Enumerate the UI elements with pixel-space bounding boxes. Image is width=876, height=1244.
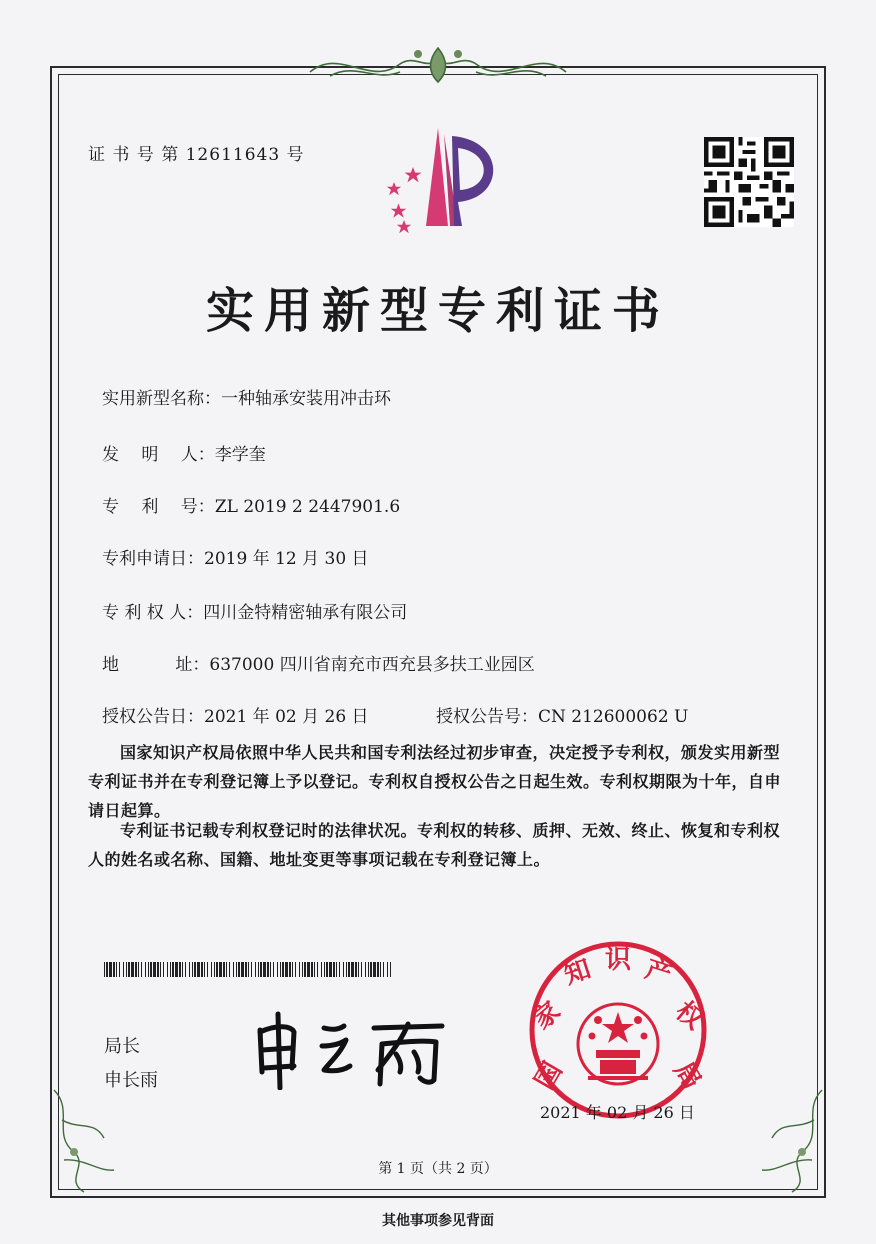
utility-model-name-label: 实用新型名称：	[102, 389, 221, 409]
director-signature	[252, 1010, 452, 1090]
grant-date-label: 授权公告日：	[102, 707, 204, 727]
page-number: 第 1 页（共 2 页）	[378, 1161, 498, 1177]
application-date-value: 2019 年 12 月 30 日	[204, 549, 369, 569]
svg-text:国: 国	[529, 1057, 569, 1095]
svg-text:识: 识	[604, 945, 632, 975]
grant-number-value: CN 212600062 U	[538, 707, 689, 727]
top-ornament	[300, 42, 576, 92]
patentee-row	[102, 598, 407, 623]
grant-number-row	[436, 702, 688, 727]
address-label: 地 址：	[102, 655, 210, 675]
signatory-name: 申长雨	[104, 1070, 158, 1091]
patent-number-label: 专 利 号：	[102, 497, 215, 517]
bottom-left-ornament	[44, 1080, 134, 1200]
application-date-row	[102, 544, 369, 569]
inventor-value: 李学奎	[214, 445, 266, 465]
patent-number-row	[102, 492, 400, 517]
utility-model-name-row	[102, 384, 391, 409]
application-date-label: 专利申请日：	[102, 549, 204, 569]
certificate-title: 实用新型专利证书	[205, 283, 670, 339]
svg-text:权: 权	[669, 996, 709, 1036]
patentee-label: 专 利 权 人：	[102, 603, 204, 623]
address-value: 637000 四川省南充市西充县多扶工业园区	[209, 655, 535, 675]
inventor-label: 发 明 人：	[102, 445, 215, 465]
svg-text:局: 局	[667, 1057, 707, 1095]
svg-text:知: 知	[560, 954, 595, 991]
grant-number-label: 授权公告号：	[436, 707, 538, 727]
patent-number-value: ZL 2019 2 2447901.6	[214, 497, 401, 517]
svg-text:产: 产	[641, 954, 676, 991]
qr-code	[704, 137, 794, 227]
utility-model-name-value: 一种轴承安装用冲击环	[221, 389, 391, 409]
inventor-row	[102, 440, 266, 465]
svg-text:家: 家	[527, 996, 567, 1036]
patentee-value: 四川金特精密轴承有限公司	[203, 603, 408, 623]
cnipa-logo	[366, 126, 516, 236]
seal-date: 2021 年 02 月 26 日	[540, 1103, 695, 1122]
barcode	[104, 962, 394, 977]
legal-paragraph-1: 国家知识产权局依照中华人民共和国专利法经过初步审查，决定授予专利权，颁发实用新型专利证书并在专利登记簿上予以登记。专利权自授权公告之日起生效。专利权期限为十年，自申请日起算。	[88, 743, 782, 820]
legal-paragraph-2: 专利证书记载专利权登记时的法律状况。专利权的转移、质押、无效、终止、恢复和专利权人的姓名或名称、国籍、地址变更等事项记载在专利登记簿上。	[88, 821, 781, 869]
bottom-right-ornament	[742, 1080, 832, 1200]
address-row	[102, 650, 535, 675]
grant-date-value: 2021 年 02 月 26 日	[204, 707, 369, 727]
signatory-title: 局长	[104, 1036, 140, 1057]
footer-note: 其他事项参见背面	[382, 1213, 494, 1229]
certificate-number: 证 书 号 第 12611643 号	[88, 145, 305, 165]
official-seal	[518, 940, 718, 1120]
grant-date-row	[102, 702, 369, 727]
